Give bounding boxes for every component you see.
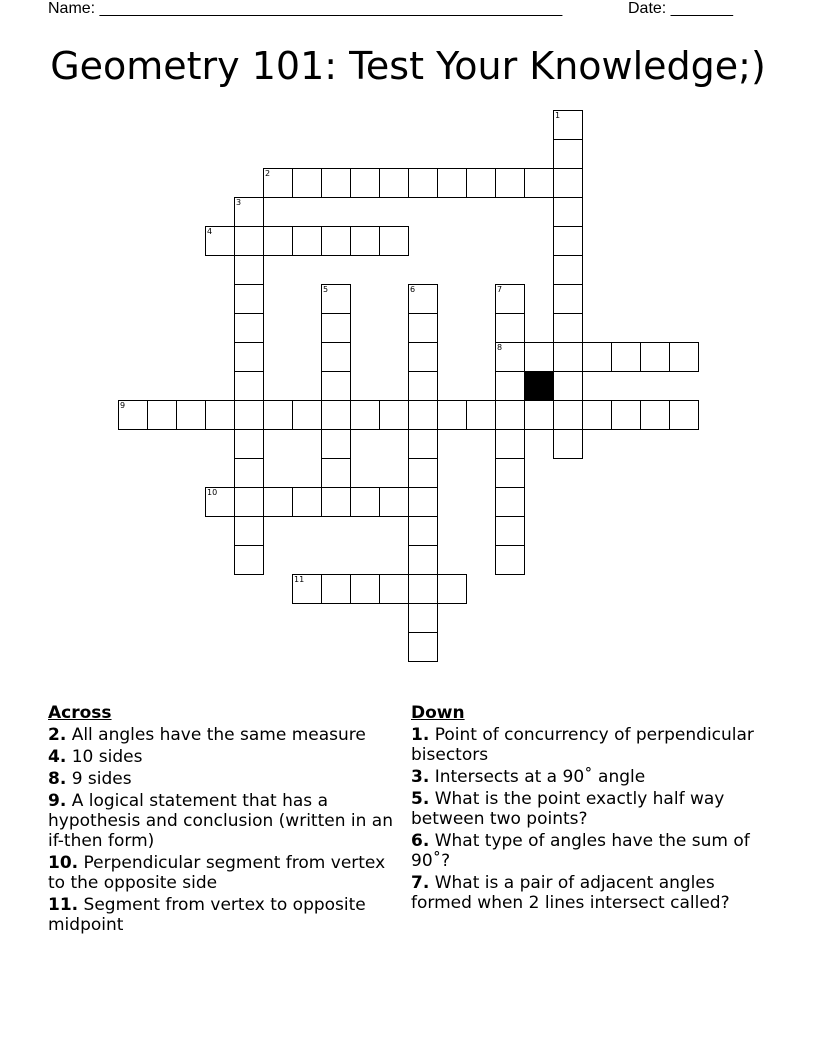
crossword-cell[interactable] [408,545,438,575]
crossword-cell[interactable] [408,574,438,604]
across-heading: Across [48,703,112,723]
across-clue-number: 9. [48,791,67,811]
crossword-cell[interactable] [234,284,264,314]
crossword-cell[interactable] [234,226,264,256]
across-clue [48,747,398,767]
crossword-cell[interactable] [234,516,264,546]
down-clue-text: What is the point exactly half way between two points? [411,789,725,829]
down-clue-text: Intersects at a 90˚ angle [434,767,646,787]
crossword-cell[interactable] [582,342,612,372]
crossword-cell[interactable] [640,342,670,372]
crossword-cell[interactable] [669,400,699,430]
cell-number: 9 [120,401,126,410]
crossword-cell[interactable] [611,400,641,430]
down-heading: Down [411,703,465,723]
crossword-cell[interactable] [553,168,583,198]
crossword-cell[interactable] [437,400,467,430]
down-clue [411,831,761,871]
across-clue-number: 10. [48,853,79,873]
crossword-cell[interactable] [118,400,148,430]
crossword-cell[interactable] [292,168,322,198]
crossword-cell[interactable] [408,516,438,546]
crossword-cell[interactable] [408,371,438,401]
across-clue-number: 2. [48,725,67,745]
crossword-cell[interactable] [408,429,438,459]
crossword-cell[interactable] [495,284,525,314]
crossword-cell[interactable] [234,342,264,372]
cell-number: 5 [323,285,329,294]
crossword-cell[interactable] [234,313,264,343]
crossword-cell[interactable] [234,400,264,430]
crossword-cell[interactable] [321,487,351,517]
crossword-cell[interactable] [263,226,293,256]
across-clue [48,725,398,745]
crossword-cell[interactable] [640,400,670,430]
crossword-cell[interactable] [553,139,583,169]
across-clue-text: 9 sides [71,769,132,789]
crossword-cell[interactable] [350,226,380,256]
crossword-cell[interactable] [437,574,467,604]
crossword-cell[interactable] [350,487,380,517]
crossword-cell[interactable] [379,574,409,604]
across-clue [48,791,398,851]
down-clue [411,767,761,787]
crossword-cell[interactable] [553,197,583,227]
cell-number: 3 [236,198,242,207]
crossword-cell[interactable] [263,400,293,430]
cell-number: 8 [497,343,503,352]
crossword-cell[interactable] [321,574,351,604]
crossword-cell[interactable] [321,313,351,343]
across-clue [48,895,398,935]
crossword-cell[interactable] [495,458,525,488]
down-clues [411,703,761,915]
cell-number: 11 [294,575,305,584]
crossword-cell[interactable] [263,487,293,517]
crossword-cell[interactable] [553,342,583,372]
crossword-cell[interactable] [234,371,264,401]
date-field[interactable]: Date: _______ [628,0,733,17]
crossword-cell[interactable] [379,400,409,430]
crossword-cell[interactable] [205,226,235,256]
crossword-cell[interactable] [408,313,438,343]
crossword-cell[interactable] [495,371,525,401]
black-cell [524,371,554,401]
crossword-cell[interactable] [292,400,322,430]
crossword-cell[interactable] [379,226,409,256]
crossword-cell[interactable] [350,574,380,604]
crossword-cell[interactable] [466,168,496,198]
across-clue-number: 8. [48,769,67,789]
crossword-cell[interactable] [205,487,235,517]
across-clue [48,853,398,893]
crossword-cell[interactable] [292,226,322,256]
crossword-cell[interactable] [176,400,206,430]
down-clue-number: 1. [411,725,430,745]
crossword-cell[interactable] [495,342,525,372]
crossword-cell[interactable] [292,574,322,604]
crossword-cell[interactable] [292,487,322,517]
crossword-cell[interactable] [495,429,525,459]
across-clue-list [48,725,398,935]
crossword-cell[interactable] [379,168,409,198]
across-clue-text: Segment from vertex to opposite midpoint [48,895,366,935]
crossword-cell[interactable] [553,400,583,430]
crossword-cell[interactable] [408,168,438,198]
crossword-cell[interactable] [234,458,264,488]
page-title: Geometry 101: Test Your Knowledge;) [50,44,766,88]
crossword-cell[interactable] [553,429,583,459]
crossword-cell[interactable] [350,400,380,430]
crossword-cell[interactable] [350,168,380,198]
crossword-cell[interactable] [553,255,583,285]
crossword-cell[interactable] [321,168,351,198]
crossword-cell[interactable] [495,487,525,517]
crossword-cell[interactable] [466,400,496,430]
crossword-cell[interactable] [321,458,351,488]
crossword-cell[interactable] [495,516,525,546]
crossword-cell[interactable] [495,313,525,343]
cell-number: 7 [497,285,503,294]
crossword-cell[interactable] [205,400,235,430]
crossword-cell[interactable] [495,545,525,575]
crossword-cell[interactable] [321,284,351,314]
cell-number: 2 [265,169,271,178]
cell-number: 6 [410,285,416,294]
down-clue [411,725,761,765]
crossword-cell[interactable] [611,342,641,372]
crossword-cell[interactable] [234,545,264,575]
crossword-cell[interactable] [524,400,554,430]
crossword-cell[interactable] [321,342,351,372]
down-clue-number: 7. [411,873,430,893]
crossword-cell[interactable] [553,110,583,140]
crossword-cell[interactable] [263,168,293,198]
crossword-cell[interactable] [553,371,583,401]
crossword-cell[interactable] [553,313,583,343]
crossword-cell[interactable] [321,429,351,459]
across-clue-text: Perpendicular segment from vertex to the opposite side [48,853,386,893]
across-clue-number: 11. [48,895,79,915]
crossword-cell[interactable] [408,487,438,517]
down-clue-number: 3. [411,767,430,787]
crossword-cell[interactable] [321,371,351,401]
crossword-cell[interactable] [408,400,438,430]
crossword-cell[interactable] [669,342,699,372]
crossword-cell[interactable] [553,284,583,314]
crossword-cell[interactable] [437,168,467,198]
crossword-cell[interactable] [234,487,264,517]
cell-number: 1 [555,111,561,120]
crossword-cell[interactable] [524,168,554,198]
cell-number: 10 [207,488,218,497]
cell-number: 4 [207,227,213,236]
crossword-cell[interactable] [408,632,438,662]
across-clues [48,703,398,937]
crossword-cell[interactable] [321,400,351,430]
down-clue-number: 6. [411,831,430,851]
crossword-cell[interactable] [408,284,438,314]
crossword-cell[interactable] [234,197,264,227]
across-clue-number: 4. [48,747,67,767]
crossword-cell[interactable] [524,342,554,372]
crossword-cell[interactable] [321,226,351,256]
name-field[interactable]: Name: ____________________________________________________ [48,0,563,17]
across-clue-text: All angles have the same measure [71,725,366,745]
crossword-cell[interactable] [147,400,177,430]
crossword-cell[interactable] [582,400,612,430]
crossword-cell[interactable] [408,458,438,488]
across-clue-text: 10 sides [71,747,143,767]
down-clue-number: 5. [411,789,430,809]
down-clue-text: Point of concurrency of perpendicular bisectors [411,725,754,765]
across-clue-text: A logical statement that has a hypothesis and conclusion (written in an if-then form) [48,791,393,851]
down-clue-list [411,725,761,913]
crossword-cell[interactable] [379,487,409,517]
down-clue-text: What type of angles have the sum of 90˚? [411,831,750,871]
crossword-cell[interactable] [553,226,583,256]
crossword-cell[interactable] [495,168,525,198]
crossword-cell[interactable] [234,429,264,459]
down-clue [411,873,761,913]
crossword-cell[interactable] [408,342,438,372]
down-clue-text: What is a pair of adjacent angles formed when 2 lines intersect called? [411,873,730,913]
across-clue [48,769,398,789]
down-clue [411,789,761,829]
crossword-cell[interactable] [495,400,525,430]
crossword-cell[interactable] [234,255,264,285]
crossword-cell[interactable] [408,603,438,633]
